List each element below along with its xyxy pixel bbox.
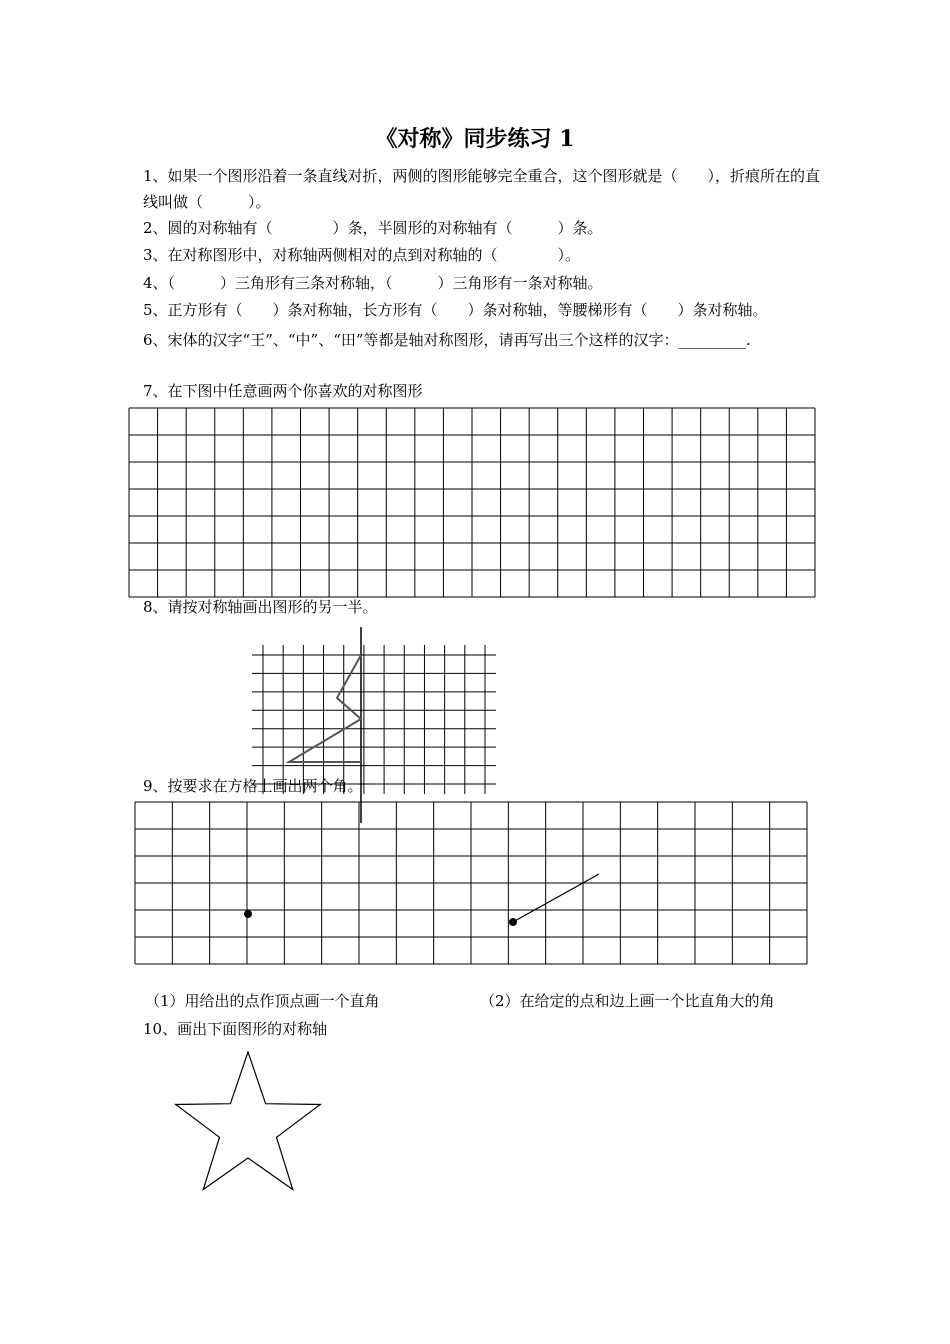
question-1: 1、如果一个图形沿着一条直线对折，两侧的图形能够完全重合，这个图形就是（ ），折痕所在的直线叫做（ ）。 bbox=[143, 167, 821, 211]
question-5: 5、正方形有（ ）条对称轴，长方形有（ ）条对称轴，等腰梯形有（ ）条对称轴。 bbox=[143, 301, 768, 319]
question-4: 4、（ ）三角形有三条对称轴，（ ）三角形有一条对称轴。 bbox=[143, 274, 603, 292]
question-9: 9、按要求在方格上画出两个角。 bbox=[143, 777, 363, 795]
question-7: 7、在下图中任意画两个你喜欢的对称图形 bbox=[143, 382, 423, 400]
question-9-part-1: （1）用给出的点作顶点画一个直角 bbox=[145, 992, 380, 1010]
question-8: 8、请按对称轴画出图形的另一半。 bbox=[143, 598, 378, 616]
question-9-part-2: （2）在给定的点和边上画一个比直角大的角 bbox=[480, 992, 775, 1010]
question-6: 6、宋体的汉字“王”、“中”、“田”等都是轴对称图形，请再写出三个这样的汉字：_________. bbox=[143, 331, 751, 349]
question-10: 10、画出下面图形的对称轴 bbox=[143, 1020, 328, 1038]
question-3: 3、在对称图形中，对称轴两侧相对的点到对称轴的（ ）。 bbox=[143, 246, 581, 264]
question-2: 2、圆的对称轴有（ ）条，半圆形的对称轴有（ ）条。 bbox=[143, 219, 603, 237]
page-title: 《对称》同步练习 1 bbox=[375, 126, 575, 152]
